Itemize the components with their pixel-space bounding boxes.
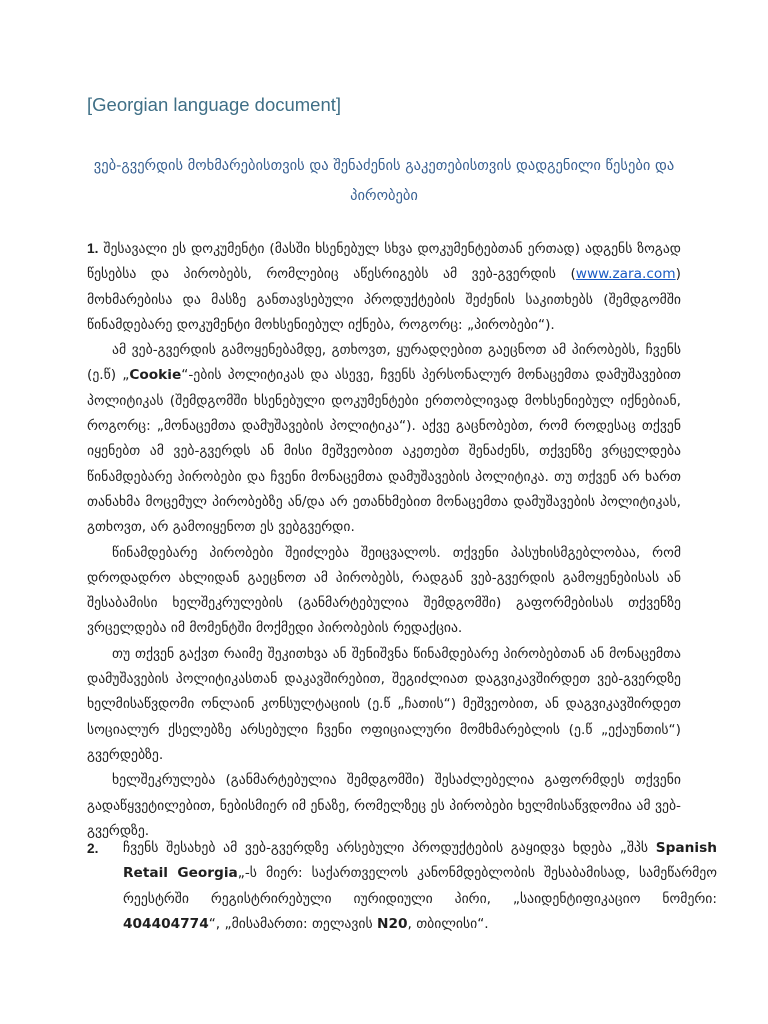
document-language-label: [Georgian language document] [87,94,342,115]
section-1-paragraph-3: წინამდებარე პირობები შეიძლება შეიცვალოს. თქვენი პასუხისმგებლობაა, რომ დროდადრო ახლიდან გაეცნოთ ამ პირობებს, რადგან ვებ-გვერდის გამოყენებისას ან შესაბამისი ხელშეკრულების (განმარტებულია შემდგომში) გაფორმებისას თქვენზე ვრცელდება იმ მომენტში მოქმედი პირობების რედაქცია. [87,544,681,637]
section-2-paragraph [123,836,717,937]
section-1-paragraph-5: ხელშეკრულება (განმარტებულია შემდგომში) შესაძლებელია გაფორმდეს თქვენი გადაწყვეტილებით, ნებისმიერ იმ ენაზე, რომელზეც ეს პირობები ხელმისაწვდომია ამ ვებ-გვერდზე. [87,772,681,839]
section-1-number: 1. [87,241,99,256]
section-1-p2-text-a: ამ ვებ-გვერდის გამოყენებამდე, გთხოვთ, ყურადღებით გაეცნოთ ამ პირობებს, ჩვენს (ე.წ) „ [87,342,681,384]
identification-number: 404404774 [123,915,209,932]
section-1 [87,236,681,844]
company-name: Spanish Retail Georgia [123,840,717,882]
section-1-paragraph-1 [87,236,681,338]
document-title: ვებ-გვერდის მოხმარებისთვის და შენაძენის გაკეთებისთვის დადგენილი წესები და პირობები [93,158,675,204]
section-1-paragraph-4: თუ თქვენ გაქვთ რაიმე შეკითხვა ან შენიშვნა წინამდებარე პირობებთან ან მონაცემთა დამუშავების პოლიტიკასთან დაკავშირებით, შეგიძლიათ დაგვიკავშირდეთ ვებ-გვერდზე ხელმისაწვდომი ონლაინ კონსულტაციის (ე.წ „ჩათის“) მეშვეობით, ან დაგვიკავშირდეთ სოციალურ ქსელებზე არსებული ჩვენი ოფიციალური მომხმარებლის (ე.წ „ექაუნთის“) გვერდებზე. [87,645,681,763]
street-number: N20 [376,915,408,932]
section-2-text-3: “, „მისამართი: თელავის [208,915,377,932]
section-1-text-b: ) მოხმარებისა და მასზე განთავსებული პროდუქტების შეძენის საკითხებს (შემდგომში წინამდებარე დოკუმენტი მოხსენიებულ იქნება, როგორც: „პირობები“). [87,266,681,333]
section-1-paragraph-2 [87,338,681,540]
cookie-term: Cookie [129,367,182,384]
zara-link[interactable]: www.zara.com [575,266,676,283]
section-2 [87,836,717,937]
section-2-number: 2. [87,841,99,856]
section-2-text-4: , თბილისი“. [407,915,489,932]
section-2-text-1: ჩვენს შესახებ ამ ვებ-გვერდზე არსებული პროდუქტების გაყიდვა ხდება „შპს [123,840,656,856]
section-1-text-a: შესავალი ეს დოკუმენტი (მასში ხსენებულ სხვა დოკუმენტებთან ერთად) ადგენს ზოგად წესებსა და პირობებს, რომლებიც აწესრიგებს ამ ვებ-გვერდის ( [87,241,682,283]
section-2-text-2: „-ს მიერ: საქართველოს კანონმდებლობის შესაბამისად, სამეწარმეო რეესტრში რეგისტრირებული იურიდიული პირი, „საიდენტიფიკაციო ნომერი: [123,865,717,907]
section-1-p2-text-b: “-ების პოლიტიკას და ასევე, ჩვენს პერსონალურ მონაცემთა დამუშავებით პოლიტიკას (შემდგომში ხსენებული დოკუმენტები ერთობლივად მოხსენიებულ იქნებიან, როგორც: „მონაცემთა დამუშავების პოლიტიკა“). აქვე გაცნობებთ, რომ როდესაც თქვენ იყენებთ ამ ვებ-გვერდს ან მისი მეშვეობით აკეთებთ შენაძენს, თქვენზე ვრცელდება წინამდებარე პირობები და ჩვენი მონაცემთა დამუშავების პოლიტიკა. თუ თქვენ არ ხართ თანახმა მოცემულ პირობებზე ან/და არ ეთანხმებით მონაცემთა დამუშავების პოლიტიკას, გთხოვთ, არ გამოიყენოთ ეს ვებგვერდი. [87,367,681,536]
